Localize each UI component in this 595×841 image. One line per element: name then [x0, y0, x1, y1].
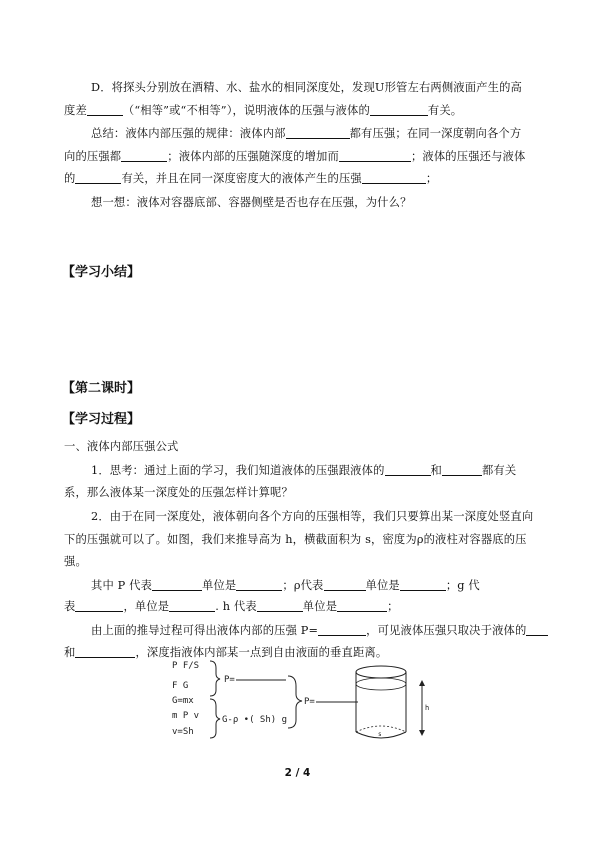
section1-title: 一、液体内部压强公式 — [64, 440, 179, 453]
blank — [318, 624, 366, 636]
blank — [526, 624, 548, 636]
think-question: 想一想：液体对容器底部、容器侧壁是否也存在压强，为什么？ — [91, 196, 412, 209]
p-equals-final: P= — [304, 697, 315, 707]
formula-pressure: P F/S — [172, 661, 200, 671]
formula-volume: v=Sh — [172, 727, 194, 737]
brace-bottom — [210, 699, 220, 738]
blank — [286, 127, 350, 139]
q2-line2: 下的压强就可以了。如图，我们来推导高为 h，横截面积为 s，密度为ρ的液柱对容器底的压 — [64, 533, 527, 546]
summary-line3: 的 有关，并且在同一深度密度大的液体产生的压强 ； — [64, 172, 438, 185]
blank — [75, 172, 121, 184]
blank — [400, 579, 446, 591]
blank — [152, 579, 202, 591]
blank — [169, 600, 215, 612]
formula-force: F G — [172, 681, 189, 691]
q2-line1: 2．由于在同一深度处，液体朝向各个方向的压强相等，我们只要算出某一深度处竖直向 — [91, 510, 534, 523]
area-label: s — [378, 731, 382, 738]
blank — [75, 646, 135, 658]
brace-top — [210, 661, 220, 696]
blank — [370, 104, 428, 116]
blank — [75, 600, 123, 612]
blank — [442, 464, 482, 476]
formula-weight: G=mx — [172, 696, 194, 706]
summary-line2: 向的压强都 ；液体内部的压强随深度的增加而 ；液体的压强还与液体 — [64, 150, 526, 163]
p-line1: 其中 P 代表 单位是 ；ρ代表 单位是 ；g 代 — [91, 579, 480, 592]
derivation-diagram — [168, 658, 438, 748]
blank — [236, 579, 282, 591]
blank — [362, 172, 426, 184]
paragraph-d-line1: D．将探头分别放在酒精、水、盐水的相同深度处，发现U形管左右两侧液面产生的高 — [91, 81, 522, 94]
blank — [121, 150, 167, 162]
q1-line2: 系，那么液体某一深度处的压强怎样计算呢？ — [64, 486, 293, 499]
q1-line1: 1．思考：通过上面的学习，我们知道液体的压强跟液体的 和 都有关 — [91, 464, 517, 477]
derive-line2: 和 ，深度指液体内部某一点到自由液面的垂直距离。 — [64, 646, 388, 659]
p-line2: 表 ，单位是 . h 代表 单位是 ； — [64, 600, 399, 613]
blank — [337, 600, 387, 612]
blank — [324, 579, 366, 591]
paragraph-d-line2: 度差 （“相等”或“不相等”），说明液体的压强与液体的 有关。 — [64, 104, 463, 117]
p-equals-label: P= — [224, 675, 235, 685]
formula-mass: m P v — [172, 711, 200, 721]
summary-line1: 总结：液体内部压强的规律：液体内部 都有压强；在同一深度朝向各个方 — [91, 127, 522, 140]
blank — [257, 600, 303, 612]
blank — [87, 104, 123, 116]
height-label: h — [425, 704, 430, 712]
g-equation: G-ρ •( Sh) g — [222, 715, 288, 725]
heading-process: 【学习过程】 — [62, 412, 141, 427]
q2-line3: 强。 — [64, 555, 87, 568]
brace-right — [288, 676, 302, 728]
blank — [339, 150, 411, 162]
heading-second-lesson: 【第二课时】 — [62, 381, 141, 396]
heading-summary: 【学习小结】 — [62, 265, 141, 280]
blank — [385, 464, 431, 476]
derive-line1: 由上面的推导过程可得出液体内部的压强 P= ，可见液体压强只取决于液体的 — [91, 622, 548, 638]
cylinder-icon — [356, 666, 406, 738]
page-number: 2 / 4 — [284, 767, 311, 779]
